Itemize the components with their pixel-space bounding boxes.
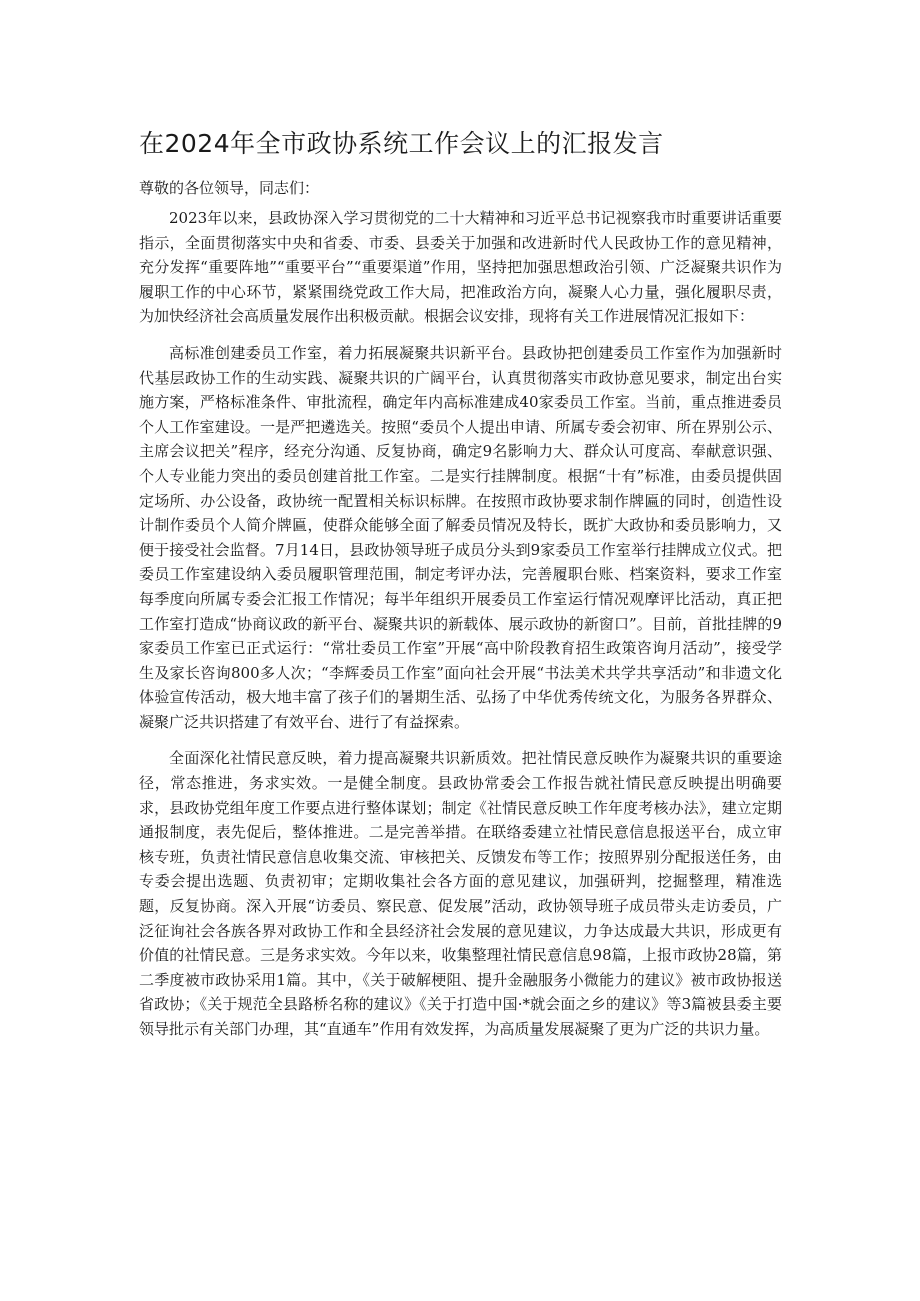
salutation: 尊敬的各位领导，同志们： <box>139 179 320 197</box>
paragraph-studio: 高标准创建委员工作室，着力拓展凝聚共识新平台。县政协把创建委员工作室作为加强新时代基层政协工作的生动实践、凝聚共识的广阔平台，认真贯彻落实市政协意见要求，制定出台实施方案，严格标准条件、审批流程，确定年内高标准建成40家委员工作室。当前，重点推进委员个人工作室建设。一是严把遴选关。按照“委员个人提出申请、所属专委会初审、所在界别公示、主席会议把关”程序，经充分沟通、反复协商，确定9名影响力大、群众认可度高、奉献意识强、个人专业能力突出的委员创建首批工作室。二是实行挂牌制度。根据“十有”标准，由委员提供固定场所、办公设备，政协统一配置相关标识标牌。在按照市政协要求制作牌匾的同时，创造性设计制作委员个人简介牌匾，使群众能够全面了解委员情况及特长，既扩大政协和委员影响力，又便于接受社会监督。7月14日，县政协领导班子成员分头到9家委员工作室举行挂牌成立仪式。把委员工作室建设纳入委员履职管理范围，制定考评办法，完善履职台账、档案资料，要求工作室每季度向所属专委会汇报工作情况；每半年组织开展委员工作室运行情况观摩评比活动，真正把工作室打造成“协商议政的新平台、凝聚共识的新载体、展示政协的新窗口”。目前，首批挂牌的9家委员工作室已正式运行：“常壮委员工作室”开展“高中阶段教育招生政策咨询月活动”，接受学生及家长咨询800多人次；“李辉委员工作室”面向社会开展“书法美术共学共享活动”和非遗文化体验宣传活动，极大地丰富了孩子们的暑期生活、弘扬了中华优秀传统文化，为服务各界群众、凝聚广泛共识搭建了有效平台、进行了有益探索。 <box>139 343 782 731</box>
paragraph-intro: 2023年以来，县政协深入学习贯彻党的二十大精神和习近平总书记视察我市时重要讲话重要指示，全面贯彻落实中央和省委、市委、县委关于加强和改进新时代人民政协工作的意见精神，充分发挥“重要阵地”“重要平台”“重要渠道”作用，坚持把加强思想政治引领、广泛凝聚共识作为履职工作的中心环节，紧紧围绕党政工作大局，把准政治方向，凝聚人心力量，强化履职尽责，为加快经济社会高质量发展作出积极贡献。根据会议安排，现将有关工作进展情况汇报如下： <box>139 209 782 326</box>
document-title: 在2024年全市政协系统工作会议上的汇报发言 <box>139 129 664 158</box>
paragraph-public-opinion: 全面深化社情民意反映，着力提高凝聚共识新质效。把社情民意反映作为凝聚共识的重要途径，常态推进，务求实效。一是健全制度。县政协常委会工作报告就社情民意反映提出明确要求，县政协党组年度工作要点进行整体谋划；制定《社情民意反映工作年度考核办法》，建立定期通报制度，表先促后，整体推进。二是完善举措。在联络委建立社情民意信息报送平台，成立审核专班，负责社情民意信息收集交流、审核把关、反馈发布等工作；按照界别分配报送任务，由专委会提出选题、负责初审；定期收集社会各方面的意见建议，加强研判，挖掘整理，精准选题，反复协商。深入开展“访委员、察民意、促发展”活动，政协领导班子成员带头走访委员，广泛征询社会各族各界对政协工作和全县经济社会发展的意见建议，力争达成最大共识，形成更有价值的社情民意。三是务求实效。今年以来，收集整理社情民意信息98篇，上报市政协28篇，第二季度被市政协采用1篇。其中，《关于破解梗阻、提升金融服务小微能力的建议》被市政协报送省政协；《关于规范全县路桥名称的建议》《关于打造中国·*就会面之乡的建议》等3篇被县委主要领导批示有关部门办理，其“直通车”作用有效发挥，为高质量发展凝聚了更为广泛的共识力量。 <box>139 749 782 1038</box>
